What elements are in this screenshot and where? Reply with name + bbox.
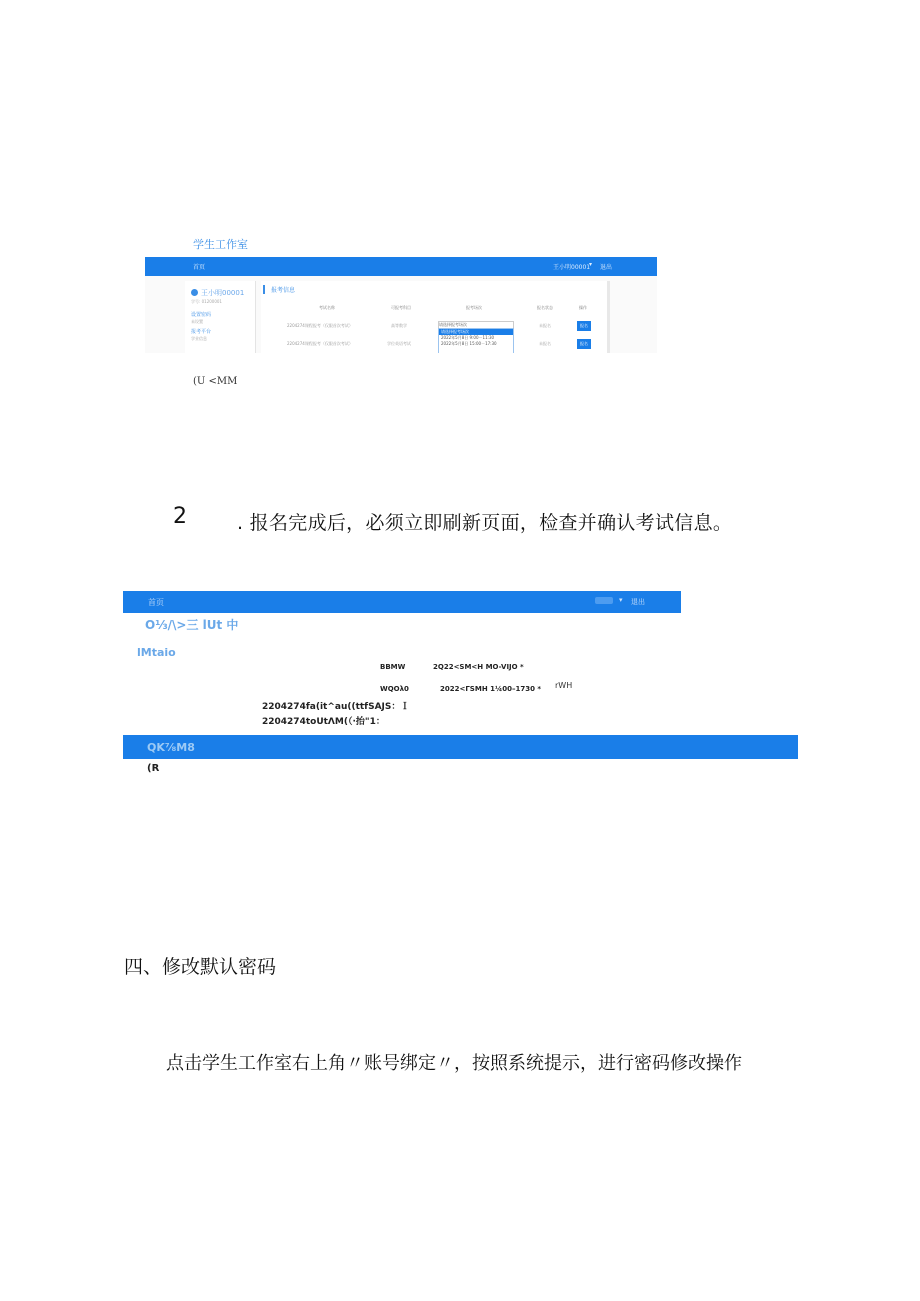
section-title: lMtaio — [137, 646, 176, 659]
sidebar-item-exam-platform-sub: 学业信息 — [191, 336, 207, 341]
avatar-icon — [191, 289, 198, 296]
scrollbar[interactable] — [607, 281, 610, 353]
exam-info-line: 2204274toUtΛM(（·抬"1： — [262, 717, 385, 727]
exam-info-line: 2204274fa(it^au((ttfSAJS：Ｉ — [262, 702, 410, 712]
table-header: 可报考科目 — [391, 305, 411, 310]
chevron-down-icon[interactable]: ▾ — [589, 261, 593, 268]
table-cell: 学位英语考试 — [387, 341, 411, 346]
instruction-paragraph: 点击学生工作室右上角〃账号绑定〃，按照系统提示，进行密码修改操作 — [166, 1053, 742, 1074]
dropdown-option[interactable]: 2022年5月8日 15:00－17:30 — [441, 341, 497, 346]
table-header: 报名状态 — [537, 305, 553, 310]
sidebar-item-password-sub: 未设置 — [191, 319, 203, 324]
table-cell: 2204274课程报考（仅限首次考试） — [287, 341, 353, 346]
nav-user-name[interactable] — [595, 597, 613, 604]
profile-student-id: 学号: 01200001 — [191, 299, 222, 304]
exam-row-value: 2022<ΓSMH 1¼00–1730 * — [440, 685, 542, 693]
sidebar-item-exam-platform[interactable]: 报考平台 — [191, 329, 212, 335]
top-nav-bar — [145, 257, 657, 276]
session-dropdown-list — [438, 328, 514, 353]
table-header: 操作 — [579, 305, 587, 310]
section-bar — [123, 735, 798, 759]
sidebar-item-password[interactable]: 设置密码 — [191, 312, 212, 318]
step-text: . 报名完成后，必须立即刷新页面，检查并确认考试信息。 — [237, 512, 733, 534]
caption-text: (U <MM — [193, 376, 238, 387]
exam-row-value: 2Q22<SM<H MO-VIJO * — [433, 663, 524, 671]
table-header: 报考场次 — [466, 305, 482, 310]
nav-user-name[interactable]: 王小明00001 — [553, 264, 591, 271]
nav-home-link[interactable]: 首页 — [193, 264, 206, 271]
session-select-value: 请选择报考场次 — [439, 322, 467, 327]
section-title: 报考信息 — [263, 285, 295, 294]
dropdown-option[interactable]: 2022年5月8日 9:00－11:30 — [441, 335, 495, 340]
table-cell: 高等数学 — [391, 323, 407, 328]
table-cell: 未报名 — [539, 323, 551, 328]
top-nav-bar — [123, 591, 681, 613]
main-panel — [261, 281, 607, 353]
register-button[interactable]: 报名 — [577, 321, 591, 331]
table-cell: 2204274课程报考（仅限首次考试） — [287, 323, 353, 328]
chevron-down-icon[interactable]: ▾ — [619, 596, 623, 604]
app-title: 学生工作室 — [193, 238, 248, 251]
section-bar-title: QK⅞M8 — [147, 741, 195, 754]
dropdown-option[interactable]: 请选择报考场次 — [439, 329, 513, 335]
exam-row-label: BBMW — [380, 663, 406, 671]
table-cell: 未报名 — [539, 341, 551, 346]
register-button[interactable]: 报名 — [577, 339, 591, 349]
step-number: 2 — [173, 504, 187, 529]
portal-screenshot — [145, 257, 657, 353]
side-label: rWH — [555, 681, 573, 690]
logout-link[interactable]: 退出 — [631, 598, 645, 606]
section-heading: 四、修改默认密码 — [124, 956, 277, 978]
page-heading: O⅓/\>三 lUt 中 — [145, 618, 239, 632]
caption-text: (R — [147, 763, 160, 774]
exam-row-label: WQOλ0 — [380, 685, 409, 693]
sidebar — [185, 281, 256, 353]
logout-link[interactable]: 退出 — [600, 264, 613, 271]
nav-home-link[interactable]: 首页 — [148, 598, 164, 607]
profile-name: 王小明00001 — [201, 289, 245, 297]
table-header: 考试名称 — [319, 305, 335, 310]
